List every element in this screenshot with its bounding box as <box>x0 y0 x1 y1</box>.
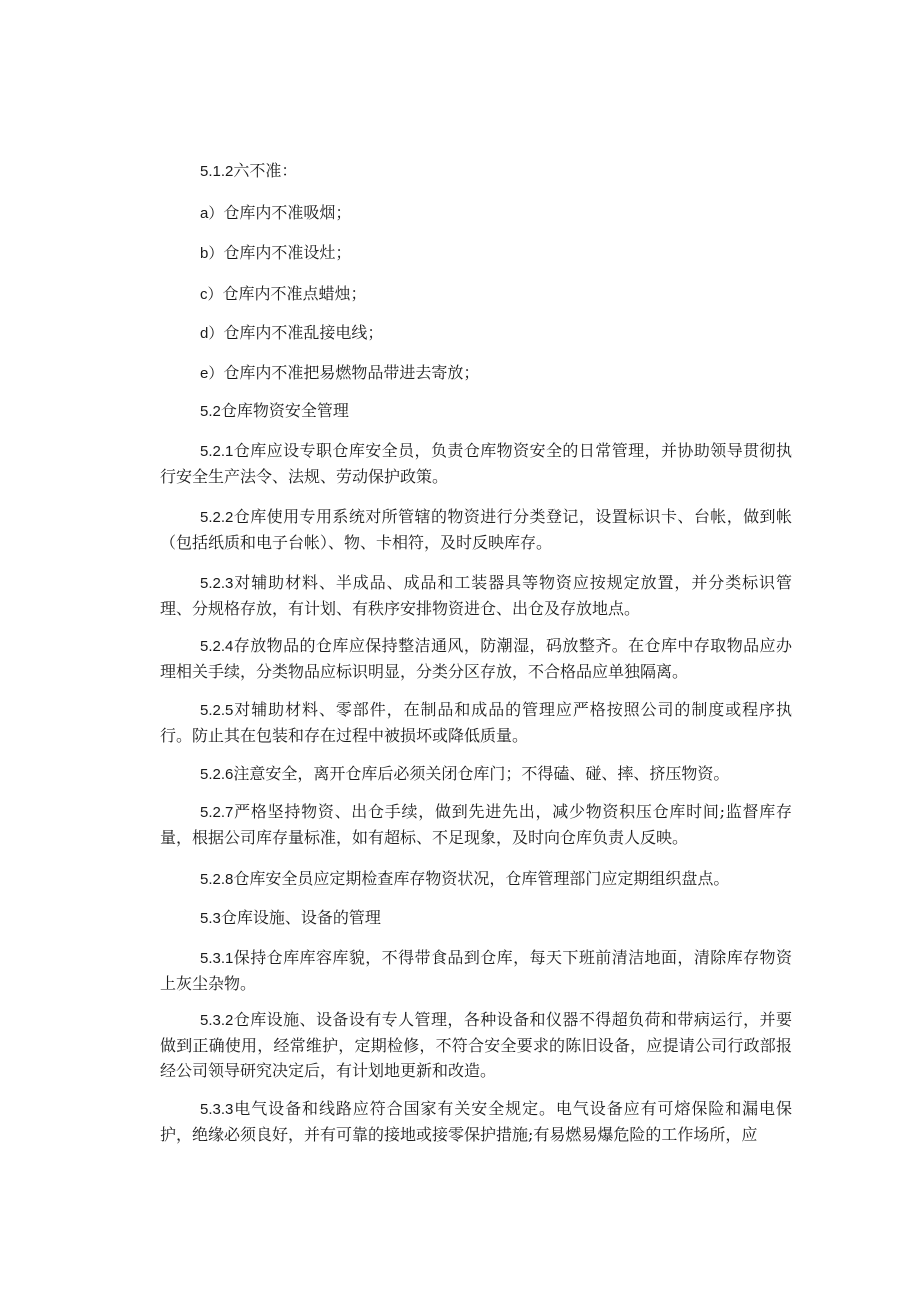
paragraph-5-2-3 <box>160 570 792 621</box>
clause-number: 5.1.2 <box>200 163 234 180</box>
clause-number: 5.3.2 <box>200 1012 234 1029</box>
paragraph-5-1-2 <box>160 158 792 184</box>
list-item-text: 仓库内不准吸烟； <box>223 203 352 222</box>
clause-number: 5.2.2 <box>200 509 234 526</box>
paragraph-5-3-2 <box>160 1007 792 1083</box>
clause-number: 5.3.1 <box>200 950 234 967</box>
paragraph-5-2-5 <box>160 697 792 748</box>
paragraph-5-2-4 <box>160 633 792 684</box>
list-item-b <box>160 240 792 266</box>
clause-number: 5.2.8 <box>200 871 234 888</box>
clause-number: 5.2.3 <box>200 575 234 592</box>
paragraph-5-2-7 <box>160 799 792 850</box>
clause-text: 仓库应设专职仓库安全员，负责仓库物资安全的日常管理，并协助领导贯彻执行安全生产法令、法规、劳动保护政策。 <box>160 441 792 486</box>
clause-text: 对辅助材料、零部件，在制品和成品的管理应严格按照公司的制度或程序执行。防止其在包装和存在过程中被损坏或降低质量。 <box>160 700 792 745</box>
section-heading-5-2 <box>160 398 792 424</box>
paragraph-5-2-2 <box>160 504 792 555</box>
clause-number: 5.2.1 <box>200 443 234 460</box>
clause-number: 5.2.6 <box>200 766 234 783</box>
paragraph-5-2-6 <box>160 761 792 787</box>
clause-text: 电气设备和线路应符合国家有关安全规定。电气设备应有可熔保险和漏电保护，绝缘必须良好，并有可靠的接地或接零保护措施;有易燃易爆危险的工作场所，应 <box>160 1099 792 1144</box>
list-item-text: 仓库内不准把易燃物品带进去寄放； <box>223 363 480 382</box>
clause-number: 5.3.3 <box>200 1101 234 1118</box>
list-item-text: 仓库内不准设灶； <box>223 243 352 262</box>
list-item-e <box>160 360 792 386</box>
list-item-text: 仓库内不准乱接电线； <box>223 323 384 342</box>
clause-text: 保持仓库库容库貌，不得带食品到仓库，每天下班前清洁地面，清除库存物资上灰尘杂物。 <box>160 948 792 993</box>
list-marker: c） <box>200 286 223 303</box>
clause-text: 注意安全，离开仓库后必须关闭仓库门；不得磕、碰、摔、挤压物资。 <box>233 764 730 783</box>
paragraph-5-2-8 <box>160 866 792 892</box>
paragraph-5-2-1 <box>160 438 792 489</box>
list-marker: e） <box>200 365 224 382</box>
clause-text: 严格坚持物资、出仓手续，做到先进先出，减少物资积压仓库时间;监督库存量，根据公司库存量标准，如有超标、不足现象，及时向仓库负责人反映。 <box>160 802 792 847</box>
clause-text: 对辅助材料、半成品、成品和工装器具等物资应按规定放置，并分类标识管理、分规格存放，有计划、有秩序安排物资进仓、出仓及存放地点。 <box>160 573 792 618</box>
clause-text: 存放物品的仓库应保持整洁通风，防潮湿，码放整齐。在仓库中存取物品应办理相关手续，分类物品应标识明显，分类分区存放，不合格品应单独隔离。 <box>160 636 792 681</box>
list-item-c <box>160 281 792 307</box>
list-marker: b） <box>200 245 224 262</box>
list-item-d <box>160 320 792 346</box>
clause-text: 仓库安全员应定期检查库存物资状况，仓库管理部门应定期组织盘点。 <box>233 869 730 888</box>
clause-text: 六不准： <box>233 161 298 180</box>
list-marker: d） <box>200 325 224 342</box>
section-heading-text: 仓库设施、设备的管理 <box>220 908 381 927</box>
list-marker: a） <box>200 205 224 222</box>
paragraph-5-3-1 <box>160 945 792 996</box>
list-item-a <box>160 200 792 226</box>
clause-number: 5.2.4 <box>200 638 234 655</box>
paragraph-5-3-3 <box>160 1096 792 1147</box>
clause-number: 5.3 <box>200 910 221 927</box>
section-heading-text: 仓库物资安全管理 <box>220 401 349 420</box>
clause-text: 仓库设施、设备设有专人管理，各种设备和仪器不得超负荷和带病运行，并要做到正确使用，经常维护，定期检修，不符合安全要求的陈旧设备，应提请公司行政部报经公司领导研究决定后，有计划地更新和改造。 <box>160 1010 792 1080</box>
clause-text: 仓库使用专用系统对所管辖的物资进行分类登记，设置标识卡、台帐，做到帐（包括纸质和电子台帐）、物、卡相符，及时反映库存。 <box>160 507 792 552</box>
section-heading-5-3 <box>160 905 792 931</box>
clause-number: 5.2.7 <box>200 804 234 821</box>
clause-number: 5.2.5 <box>200 702 234 719</box>
list-item-text: 仓库内不准点蜡烛； <box>222 284 367 303</box>
clause-number: 5.2 <box>200 403 221 420</box>
